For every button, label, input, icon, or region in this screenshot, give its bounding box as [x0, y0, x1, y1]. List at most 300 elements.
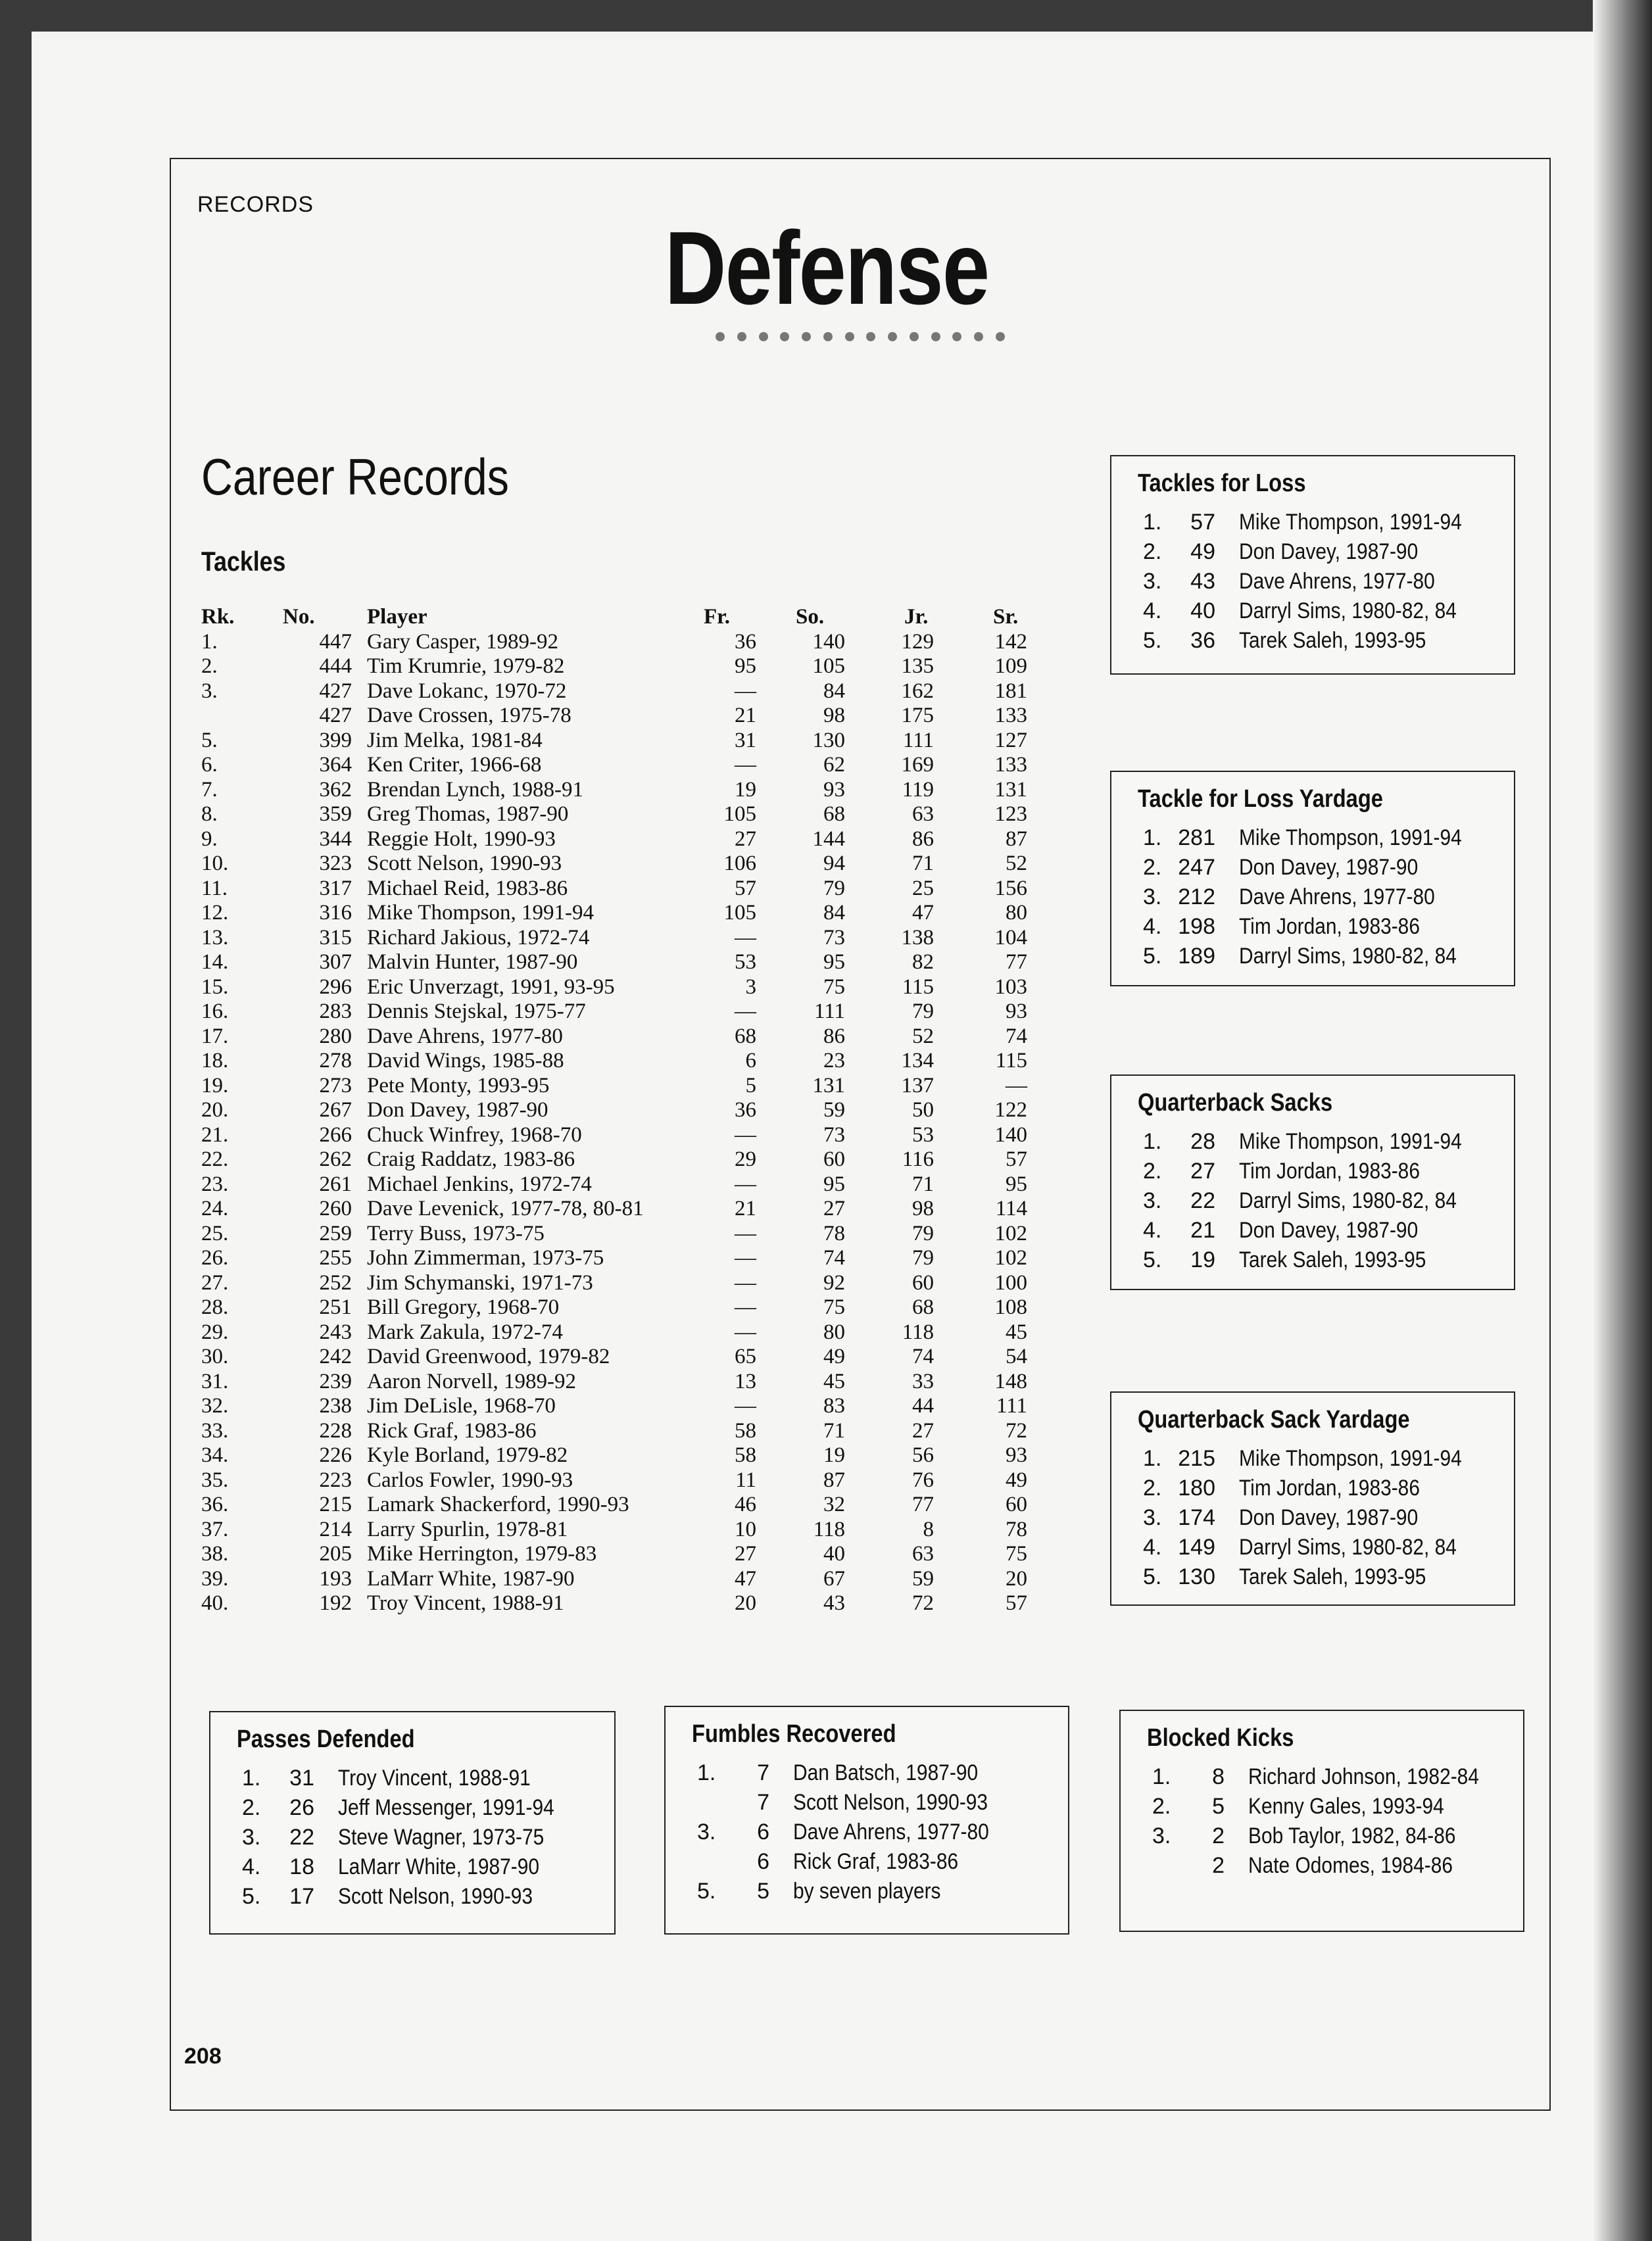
cell-number: 193	[319, 1566, 352, 1591]
cell-player: Jim Schymanski, 1971-73	[367, 1270, 593, 1295]
table-row	[197, 1370, 1052, 1395]
cell-sophomore: 118	[813, 1517, 845, 1541]
cell-senior: 108	[994, 1295, 1027, 1319]
cell-sophomore: 87	[823, 1468, 845, 1492]
page-title: Defense	[664, 210, 989, 326]
table-row	[197, 1443, 1052, 1468]
quarterback-sacks-box	[1110, 1074, 1515, 1290]
cell-sophomore: 71	[823, 1418, 845, 1443]
cell-junior: 111	[902, 728, 934, 752]
cell-senior: 156	[994, 876, 1027, 900]
cell-junior: 68	[912, 1295, 934, 1319]
cell-sophomore: 23	[823, 1049, 845, 1072]
title-dot	[952, 332, 961, 341]
cell-sophomore: 75	[823, 1295, 845, 1319]
title-dot	[910, 332, 919, 341]
cell-junior: 63	[912, 802, 934, 826]
box-rank: 4.	[1143, 598, 1162, 623]
table-row	[197, 1098, 1052, 1123]
box-player: Rick Graf, 1983-86	[793, 1849, 959, 1874]
box-row	[242, 1823, 609, 1852]
cell-freshman: —	[735, 1320, 756, 1344]
box-row	[242, 1793, 609, 1822]
cell-player: Richard Jakious, 1972-74	[367, 925, 590, 950]
cell-rank: 31.	[201, 1369, 229, 1393]
cell-number: 239	[319, 1369, 352, 1393]
cell-number: 251	[319, 1295, 352, 1319]
cell-sophomore: 60	[823, 1147, 845, 1171]
cell-player: Kyle Borland, 1979-82	[367, 1443, 568, 1467]
box-rank: 2.	[1143, 1159, 1162, 1184]
box-value: 198	[1178, 914, 1215, 939]
cell-sophomore: 45	[823, 1369, 845, 1393]
cell-rank: 12.	[201, 901, 229, 925]
cell-junior: 79	[912, 1221, 934, 1245]
tackles-for-loss-box	[1110, 455, 1515, 675]
box-value: 17	[289, 1884, 314, 1909]
cell-freshman: —	[735, 1394, 756, 1418]
table-header-row	[197, 605, 1052, 630]
box-row	[1152, 1762, 1518, 1791]
table-row	[197, 1222, 1052, 1247]
cell-player: Pete Monty, 1993-95	[367, 1073, 550, 1097]
box-title: Tackle for Loss Yardage	[1138, 785, 1383, 813]
cell-junior: 129	[901, 629, 934, 654]
cell-player: Dave Ahrens, 1977-80	[367, 1024, 563, 1048]
cell-rank: 26.	[201, 1246, 229, 1270]
cell-number: 307	[319, 950, 352, 974]
cell-number: 262	[319, 1147, 352, 1171]
box-player: Tarek Saleh, 1993-95	[1239, 1247, 1426, 1272]
table-row	[197, 1147, 1052, 1172]
cell-freshman: —	[735, 1295, 756, 1319]
cell-number: 259	[319, 1221, 352, 1245]
box-row	[1143, 942, 1509, 971]
col-header-senior: Sr.	[993, 605, 1019, 629]
cell-number: 226	[319, 1443, 352, 1467]
table-row	[197, 950, 1052, 975]
cell-senior: 123	[994, 802, 1027, 826]
cell-senior: 75	[1006, 1542, 1027, 1566]
cell-freshman: 5	[745, 1073, 756, 1097]
cell-freshman: 95	[735, 654, 756, 678]
box-value: 6	[757, 1819, 769, 1844]
cell-sophomore: 130	[812, 728, 845, 752]
cell-sophomore: 83	[823, 1394, 845, 1418]
cell-player: Craig Raddatz, 1983-86	[367, 1147, 575, 1171]
box-rank: 1.	[1143, 1129, 1162, 1154]
box-rank: 1.	[1143, 825, 1162, 850]
table-row	[197, 1542, 1052, 1567]
cell-number: 296	[319, 975, 352, 999]
box-row	[1143, 1503, 1509, 1532]
box-value: 215	[1178, 1446, 1215, 1471]
cell-freshman: 3	[745, 975, 756, 999]
cell-junior: 119	[902, 777, 934, 802]
box-player: Don Davey, 1987-90	[1239, 855, 1419, 880]
cell-senior: 140	[994, 1122, 1027, 1147]
table-row	[197, 852, 1052, 877]
box-value: 2	[1212, 1823, 1225, 1848]
box-rank: 3.	[1143, 569, 1162, 594]
cell-number: 267	[319, 1098, 352, 1122]
cell-senior: 95	[1006, 1172, 1027, 1196]
title-dot	[759, 332, 768, 341]
cell-sophomore: 95	[823, 950, 845, 974]
cell-freshman: 27	[735, 827, 756, 851]
cell-junior: 63	[912, 1542, 934, 1566]
cell-number: 260	[319, 1197, 352, 1220]
title-dot	[888, 332, 897, 341]
box-row	[1143, 508, 1509, 537]
cell-freshman: 21	[735, 1197, 756, 1220]
cell-rank: 32.	[201, 1394, 229, 1418]
fumbles-recovered-box	[664, 1706, 1069, 1935]
cell-sophomore: 32	[823, 1493, 845, 1516]
cell-sophomore: 79	[823, 876, 845, 900]
cell-rank: 36.	[201, 1493, 229, 1516]
cell-senior: 104	[994, 925, 1027, 950]
cell-sophomore: 84	[823, 901, 845, 925]
box-row	[1143, 823, 1509, 852]
cell-sophomore: 73	[823, 925, 845, 950]
box-player: Darryl Sims, 1980-82, 84	[1239, 944, 1457, 969]
page-number: 208	[184, 2044, 222, 2069]
cell-player: Bill Gregory, 1968-70	[367, 1295, 560, 1319]
table-row	[197, 1123, 1052, 1148]
cell-senior: 133	[994, 753, 1027, 777]
cell-number: 278	[319, 1049, 352, 1072]
box-player: Don Davey, 1987-90	[1239, 1505, 1419, 1530]
cell-player: Rick Graf, 1983-86	[367, 1418, 537, 1443]
box-player: Mike Thompson, 1991-94	[1239, 510, 1462, 535]
table-row	[197, 901, 1052, 926]
cell-sophomore: 94	[823, 852, 845, 875]
table-row	[197, 654, 1052, 679]
cell-senior: 87	[1006, 827, 1027, 851]
cell-number: 444	[319, 654, 352, 678]
cell-number: 238	[319, 1394, 352, 1418]
cell-sophomore: 92	[823, 1270, 845, 1295]
cell-sophomore: 40	[823, 1542, 845, 1566]
cell-freshman: 13	[735, 1369, 756, 1393]
cell-senior: 122	[994, 1098, 1027, 1122]
box-player: Mike Thompson, 1991-94	[1239, 1446, 1462, 1471]
box-rank: 4.	[1143, 1218, 1162, 1243]
cell-freshman: 68	[735, 1024, 756, 1048]
box-player: Troy Vincent, 1988-91	[338, 1766, 531, 1791]
box-value: 31	[289, 1766, 314, 1791]
cell-sophomore: 144	[812, 827, 845, 851]
table-row	[197, 802, 1052, 827]
box-value: 247	[1178, 855, 1215, 880]
cell-sophomore: 86	[823, 1024, 845, 1048]
cell-number: 252	[319, 1270, 352, 1295]
box-player: Mike Thompson, 1991-94	[1239, 825, 1462, 850]
tackles-table	[197, 605, 1052, 1616]
cell-sophomore: 78	[823, 1221, 845, 1245]
cell-sophomore: 67	[823, 1566, 845, 1591]
cell-sophomore: 98	[823, 704, 845, 727]
table-row	[197, 1271, 1052, 1296]
box-value: 189	[1178, 944, 1215, 969]
box-row	[242, 1852, 609, 1881]
cell-junior: 8	[923, 1517, 934, 1541]
cell-sophomore: 62	[823, 753, 845, 777]
table-row	[197, 975, 1052, 1000]
cell-senior: 127	[994, 728, 1027, 752]
box-player: Tarek Saleh, 1993-95	[1239, 628, 1426, 653]
cell-player: Reggie Holt, 1990-93	[367, 827, 556, 851]
col-header-freshman: Fr.	[704, 605, 731, 629]
cell-senior: 181	[994, 679, 1027, 703]
cell-senior: 142	[994, 629, 1027, 654]
cell-rank: 23.	[201, 1172, 229, 1196]
box-row	[1152, 1851, 1518, 1880]
box-rank: 3.	[697, 1819, 716, 1844]
cell-senior: 72	[1006, 1418, 1027, 1443]
cell-sophomore: 140	[812, 629, 845, 654]
cell-senior: 114	[995, 1197, 1027, 1220]
cell-freshman: —	[735, 1122, 756, 1147]
cell-number: 427	[319, 679, 352, 703]
cell-player: Dennis Stejskal, 1975-77	[367, 1000, 586, 1023]
cell-rank: 3.	[201, 679, 218, 703]
box-title: Tackles for Loss	[1138, 470, 1306, 497]
cell-senior: 77	[1006, 950, 1027, 974]
cell-freshman: 29	[735, 1147, 756, 1171]
cell-rank: 7.	[201, 777, 218, 802]
box-player: Jeff Messenger, 1991-94	[338, 1795, 554, 1820]
box-value: 49	[1190, 539, 1215, 564]
title-dot	[737, 332, 746, 341]
title-dot	[845, 332, 854, 341]
box-value: 6	[757, 1849, 769, 1874]
cell-rank: 19.	[201, 1073, 229, 1097]
cell-player: Ken Criter, 1966-68	[367, 753, 542, 777]
table-row	[197, 1000, 1052, 1024]
quarterback-sack-yardage-box	[1110, 1391, 1515, 1606]
box-value: 28	[1190, 1129, 1215, 1154]
cell-player: Mike Herrington, 1979-83	[367, 1542, 597, 1566]
cell-rank: 20.	[201, 1098, 229, 1122]
cell-player: Dave Lokanc, 1970-72	[367, 679, 567, 703]
cell-sophomore: 74	[823, 1246, 845, 1270]
box-value: 18	[289, 1854, 314, 1879]
cell-junior: 118	[902, 1320, 934, 1344]
box-row	[1143, 1444, 1509, 1473]
cell-player: Gary Casper, 1989-92	[367, 629, 559, 654]
cell-player: Jim DeLisle, 1968-70	[367, 1394, 556, 1418]
cell-player: Greg Thomas, 1987-90	[367, 802, 569, 826]
cell-freshman: 57	[735, 876, 756, 900]
cell-junior: 53	[912, 1122, 934, 1147]
table-row	[197, 1419, 1052, 1444]
box-player: Tim Jordan, 1983-86	[1239, 1476, 1420, 1501]
title-dot	[780, 332, 789, 341]
box-value: 26	[289, 1795, 314, 1820]
box-value: 130	[1178, 1564, 1215, 1589]
box-rank: 2.	[1143, 1476, 1162, 1501]
title-dot	[802, 332, 811, 341]
cell-senior: 93	[1006, 1000, 1027, 1023]
cell-rank: 25.	[201, 1221, 229, 1245]
table-row	[197, 1024, 1052, 1049]
cell-player: Tim Krumrie, 1979-82	[367, 654, 565, 678]
cell-player: David Wings, 1985-88	[367, 1049, 564, 1072]
cell-sophomore: 80	[823, 1320, 845, 1344]
cell-rank: 8.	[201, 802, 218, 826]
box-row	[1143, 596, 1509, 625]
box-value: 8	[1212, 1764, 1225, 1789]
cell-senior: 74	[1006, 1024, 1027, 1048]
table-row	[197, 1049, 1052, 1074]
box-player: by seven players	[793, 1879, 941, 1904]
col-header-player: Player	[367, 605, 427, 629]
cell-rank: 35.	[201, 1468, 229, 1492]
cell-player: Malvin Hunter, 1987-90	[367, 950, 578, 974]
cell-rank: 33.	[201, 1418, 229, 1443]
table-row	[197, 630, 1052, 655]
cell-sophomore: 59	[823, 1098, 845, 1122]
cell-senior: 131	[994, 777, 1027, 802]
table-row	[197, 1172, 1052, 1197]
cell-number: 261	[319, 1172, 352, 1196]
col-header-sophomore: So.	[796, 605, 825, 629]
box-player: Richard Johnson, 1982-84	[1248, 1764, 1479, 1789]
cell-freshman: —	[735, 679, 756, 703]
cell-rank: 40.	[201, 1591, 229, 1615]
box-value: 7	[757, 1760, 769, 1785]
cell-player: Jim Melka, 1981-84	[367, 728, 543, 752]
box-value: 174	[1178, 1505, 1215, 1530]
cell-number: 362	[319, 777, 352, 802]
cell-senior: 80	[1006, 901, 1027, 925]
cell-senior: 20	[1006, 1566, 1027, 1591]
cell-junior: 175	[901, 704, 934, 727]
cell-freshman: 10	[735, 1517, 756, 1541]
cell-senior: 57	[1006, 1147, 1027, 1171]
cell-rank: 10.	[201, 852, 229, 875]
cell-number: 364	[319, 753, 352, 777]
box-row	[1143, 626, 1509, 655]
box-rank: 5.	[1143, 628, 1162, 653]
box-row	[1143, 1157, 1509, 1186]
box-value: 149	[1178, 1535, 1215, 1560]
cell-player: Carlos Fowler, 1990-93	[367, 1468, 573, 1492]
box-value: 40	[1190, 598, 1215, 623]
box-value: 5	[1212, 1794, 1225, 1819]
box-row	[1143, 537, 1509, 566]
box-row	[1143, 567, 1509, 596]
cell-senior: 103	[994, 975, 1027, 999]
cell-senior: 102	[994, 1246, 1027, 1270]
box-rank: 2.	[1143, 855, 1162, 880]
cell-player: Aaron Norvell, 1989-92	[367, 1369, 577, 1393]
cell-junior: 116	[902, 1147, 934, 1171]
cell-senior: 111	[996, 1394, 1027, 1418]
col-header-junior: Jr.	[904, 605, 929, 629]
cell-junior: 59	[912, 1566, 934, 1591]
box-player: Kenny Gales, 1993-94	[1248, 1794, 1444, 1819]
cell-sophomore: 131	[812, 1073, 845, 1097]
box-rank: 5.	[697, 1879, 716, 1904]
cell-rank: 6.	[201, 753, 218, 777]
box-rank: 1.	[1143, 1446, 1162, 1471]
cell-rank: 24.	[201, 1197, 229, 1220]
title-dot	[974, 332, 983, 341]
cell-junior: 169	[901, 753, 934, 777]
cell-sophomore: 93	[823, 777, 845, 802]
box-player: Darryl Sims, 1980-82, 84	[1239, 598, 1457, 623]
box-player: Bob Taylor, 1982, 84-86	[1248, 1823, 1456, 1848]
cell-rank: 21.	[201, 1122, 229, 1147]
box-row	[242, 1764, 609, 1793]
cell-freshman: 6	[745, 1049, 756, 1072]
cell-sophomore: 105	[812, 654, 845, 678]
box-row	[1143, 912, 1509, 941]
cell-junior: 82	[912, 950, 934, 974]
cell-senior: 109	[994, 654, 1027, 678]
title-dot-rule	[716, 332, 1005, 341]
cell-player: Chuck Winfrey, 1968-70	[367, 1122, 582, 1147]
box-value: 281	[1178, 825, 1215, 850]
cell-rank: 17.	[201, 1024, 229, 1048]
box-value: 43	[1190, 569, 1215, 594]
box-player: Scott Nelson, 1990-93	[793, 1790, 988, 1815]
box-row	[1143, 1186, 1509, 1215]
cell-number: 192	[319, 1591, 352, 1615]
cell-rank: 13.	[201, 925, 229, 950]
cell-rank: 2.	[201, 654, 218, 678]
col-header-rank: Rk.	[201, 605, 235, 629]
box-title: Quarterback Sack Yardage	[1138, 1406, 1410, 1434]
title-dot	[823, 332, 833, 341]
box-player: Dave Ahrens, 1977-80	[793, 1819, 989, 1844]
box-row	[1152, 1821, 1518, 1850]
table-row	[197, 1591, 1052, 1616]
box-rank: 3.	[1143, 1188, 1162, 1213]
cell-number: 214	[319, 1517, 352, 1541]
cell-junior: 79	[912, 1246, 934, 1270]
cell-rank: 34.	[201, 1443, 229, 1467]
cell-freshman: 46	[735, 1493, 756, 1516]
box-value: 19	[1190, 1247, 1215, 1272]
cell-senior: 148	[994, 1369, 1027, 1393]
cell-number: 283	[319, 1000, 352, 1023]
cell-player: Michael Jenkins, 1972-74	[367, 1172, 592, 1196]
box-rank: 3.	[242, 1825, 261, 1850]
table-row	[197, 1074, 1052, 1099]
section-label: RECORDS	[197, 192, 314, 217]
cell-number: 205	[319, 1542, 352, 1566]
cell-number: 447	[319, 629, 352, 654]
cell-player: Michael Reid, 1983-86	[367, 876, 568, 900]
cell-junior: 60	[912, 1270, 934, 1295]
cell-junior: 77	[912, 1493, 934, 1516]
cell-junior: 47	[912, 901, 934, 925]
box-value: 180	[1178, 1476, 1215, 1501]
box-row	[1143, 1127, 1509, 1156]
cell-junior: 98	[912, 1197, 934, 1220]
box-rank: 3.	[1143, 884, 1162, 909]
cell-sophomore: 49	[823, 1345, 845, 1368]
cell-junior: 72	[912, 1591, 934, 1615]
tackles-heading: Tackles	[201, 546, 286, 577]
cell-junior: 86	[912, 827, 934, 851]
table-row	[197, 926, 1052, 951]
box-player: Steve Wagner, 1973-75	[338, 1825, 545, 1850]
